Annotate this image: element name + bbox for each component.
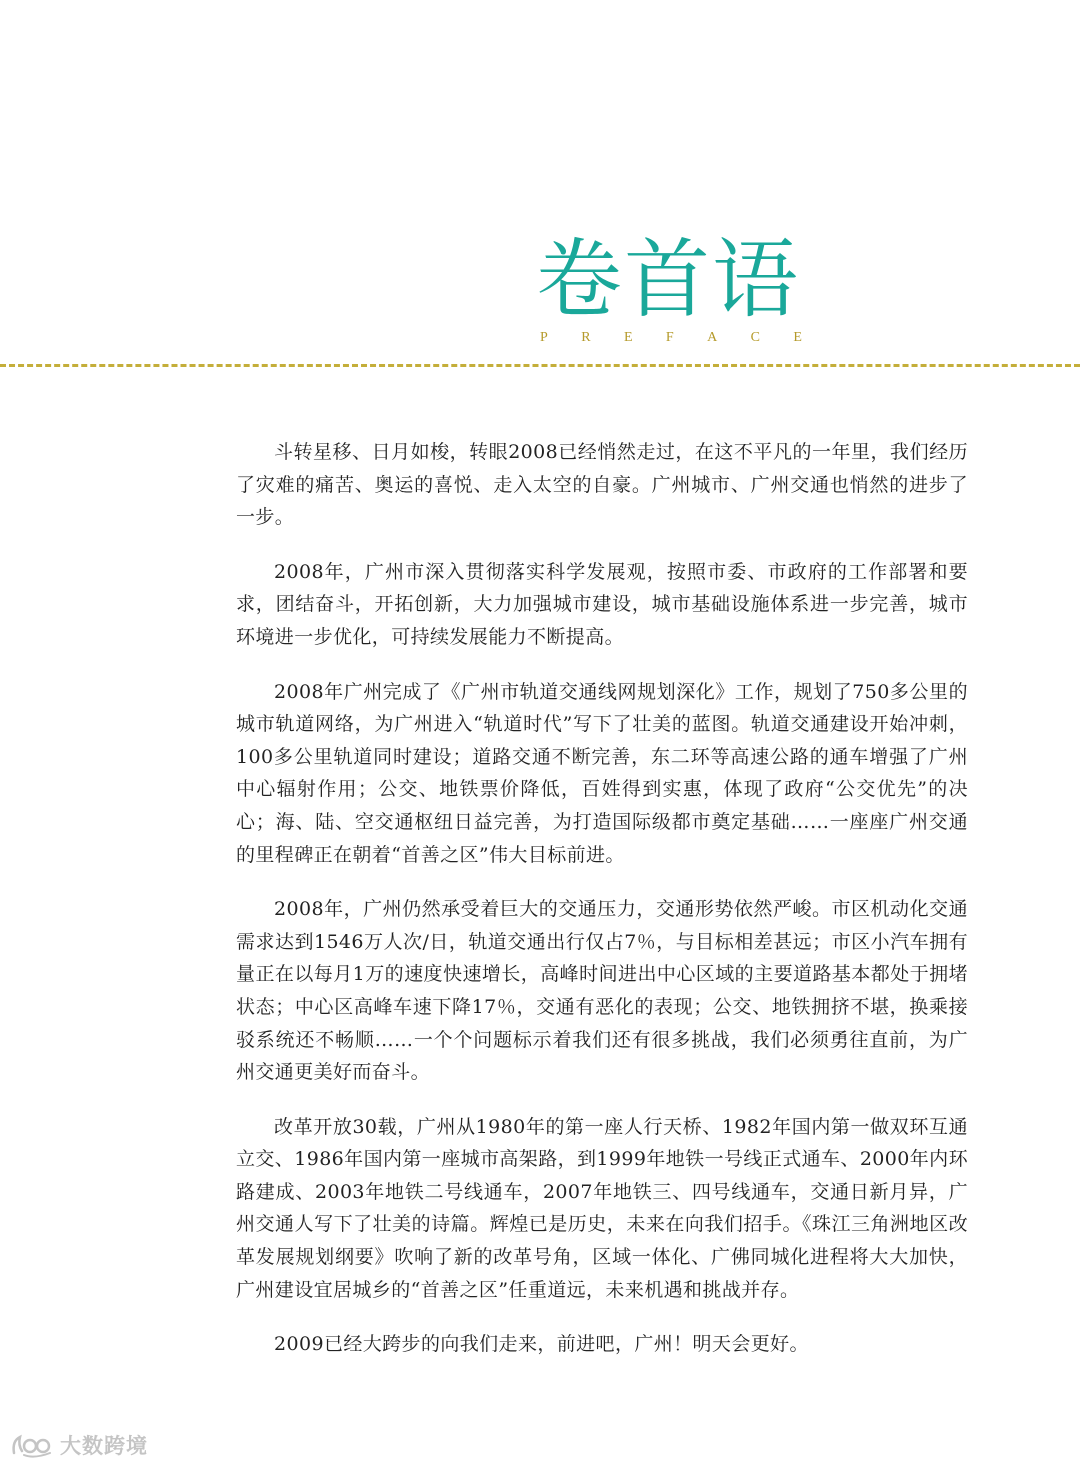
subtitle-letter: R (581, 330, 591, 345)
subtitle-letter: C (750, 330, 760, 345)
subtitle-letter: F (665, 330, 674, 345)
paragraph: 2008年广州完成了《广州市轨道交通线网规划深化》工作，规划了750多公里的城市轨道网络，为广州进入“轨道时代”写下了壮美的蓝图。轨道交通建设开始冲刺，100多公里轨道同时建设；道路交通不断完善，东二环等高速公路的通车增强了广州中心辐射作用；公交、地铁票价降低，百姓得到实惠，体现了政府“公交优先”的决心；海、陆、空交通枢纽日益完善，为打造国际级都市奠定基础……一座座广州交通的里程碑正在朝着“首善之区”伟大目标前进。 (236, 680, 968, 866)
page-title: 卷首语 (536, 230, 800, 330)
preface-body (236, 436, 968, 1383)
subtitle-letter: A (707, 330, 718, 345)
subtitle-letter: P (540, 330, 548, 345)
brand-logo-icon (10, 1431, 56, 1459)
paragraph: 改革开放30载，广州从1980年的第一座人行天桥、1982年国内第一做双环互通立交、1986年国内第一座城市高架路，到1999年地铁一号线正式通车、2000年内环路建成、2003年地铁二号线通车，2007年地铁三、四号线通车，交通日新月异，广州交通人写下了壮美的诗篇。辉煌已是历史，未来在向我们招手。《珠江三角洲地区改革发展规划纲要》吹响了新的改革号角，区域一体化、广佛同城化进程将大大加快，广州建设宜居城乡的“首善之区”任重道远，未来机遇和挑战并存。 (236, 1115, 968, 1301)
paragraph: 斗转星移、日月如梭，转眼2008已经悄然走过，在这不平凡的一年里，我们经历了灾难的痛苦、奥运的喜悦、走入太空的自豪。广州城市、广州交通也悄然的进步了一步。 (236, 441, 968, 529)
page-subtitle (540, 330, 802, 346)
subtitle-letter: E (623, 330, 633, 345)
subtitle-letter: E (793, 330, 802, 345)
dashed-divider (0, 364, 1080, 367)
paragraph: 2008年，广州仍然承受着巨大的交通压力，交通形势依然严峻。市区机动化交通需求达到1546万人次/日，轨道交通出行仅占7％，与目标相差甚远；市区小汽车拥有量正在以每月1万的速度快速增长，高峰时间进出中心区域的主要道路基本都处于拥堵状态；中心区高峰车速下降17％，交通有恶化的表现；公交、地铁拥挤不堪，换乘接驳系统还不畅顺……一个个问题标示着我们还有很多挑战，我们必须勇往直前，为广州交通更美好而奋斗。 (236, 898, 968, 1084)
watermark (10, 1430, 148, 1460)
watermark-text: 大数跨境 (60, 1434, 148, 1458)
paragraph: 2009已经大跨步的向我们走来，前进吧，广州！明天会更好。 (274, 1333, 809, 1356)
paragraph: 2008年，广州市深入贯彻落实科学发展观，按照市委、市政府的工作部署和要求，团结奋斗，开拓创新，大力加强城市建设，城市基础设施体系进一步完善，城市环境进一步优化，可持续发展能力不断提高。 (236, 560, 968, 648)
